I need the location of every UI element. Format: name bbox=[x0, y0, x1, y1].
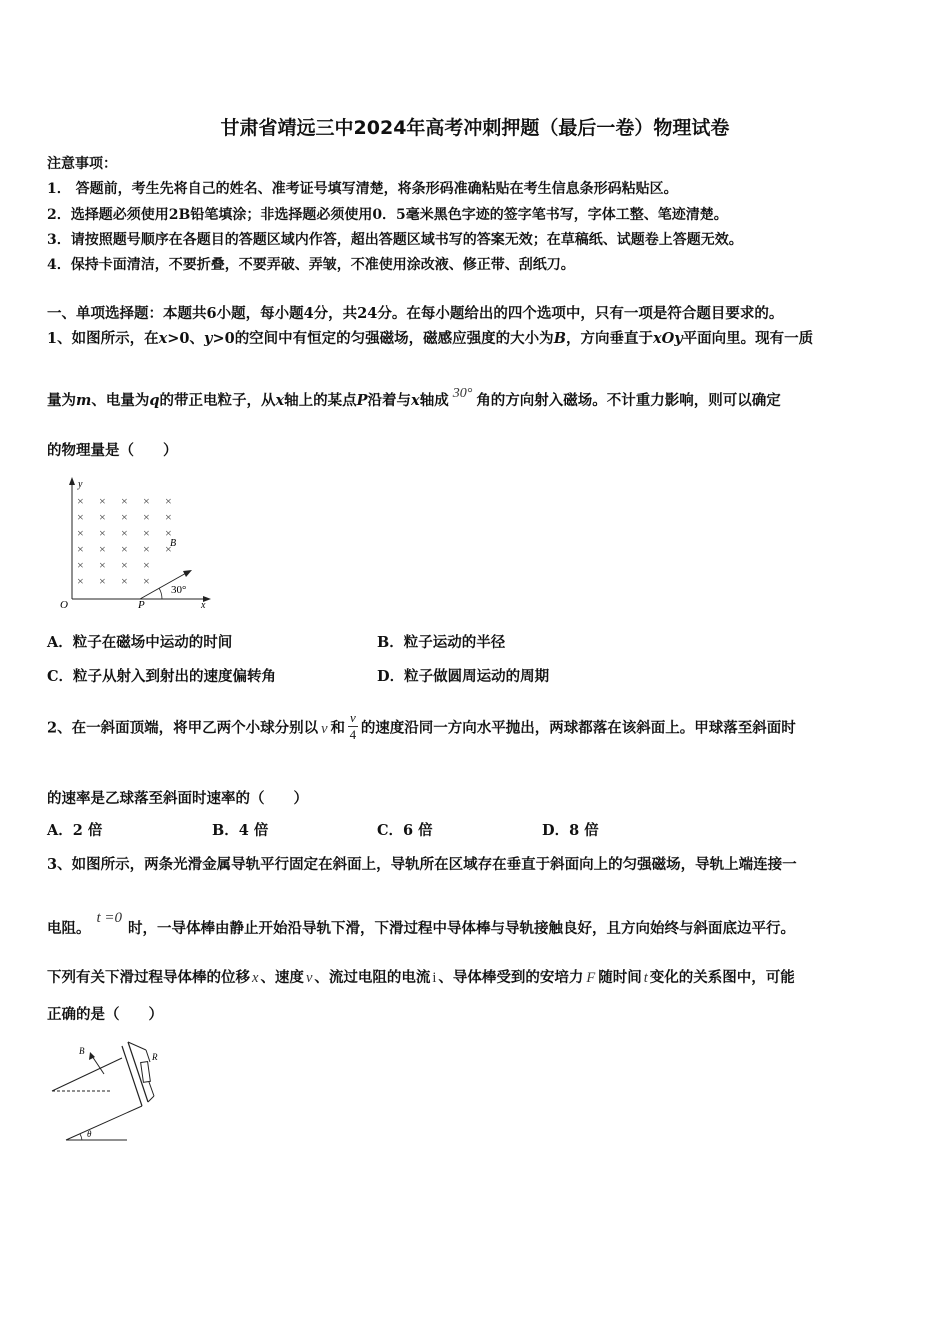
fig3-r-label: R bbox=[152, 1052, 158, 1062]
fig-origin-label: O bbox=[60, 599, 68, 611]
field-cross-mark: × bbox=[143, 574, 150, 588]
fig3-theta-label: θ bbox=[87, 1129, 92, 1139]
q3-line-1: 3、如图所示，两条光滑金属导轨平行固定在斜面上，导轨所在区域存在垂直于斜面向上的匀强磁场，导轨上端连接一 bbox=[47, 856, 797, 873]
field-cross-mark: × bbox=[99, 574, 106, 588]
field-cross-mark: × bbox=[165, 542, 172, 556]
field-cross-mark: × bbox=[121, 558, 128, 572]
q1-line-3: 的物理量是（ ） bbox=[47, 442, 178, 459]
q1-option-b: B．粒子运动的半径 bbox=[377, 634, 506, 651]
fig-p-label: P bbox=[138, 599, 145, 611]
fig-y-label: y bbox=[78, 479, 83, 490]
field-cross-mark: × bbox=[143, 526, 150, 540]
field-cross-mark: × bbox=[165, 510, 172, 524]
section-heading: 一、单项选择题：本题共6小题，每小题4分，共24分。在每小题给出的四个选项中，只有一项是符合题目要求的。 bbox=[47, 305, 784, 322]
q1-option-c: C．粒子从射入到射出的速度偏转角 bbox=[47, 668, 277, 685]
page-title: 甘肃省靖远三中2024年高考冲刺押题（最后一卷）物理试卷 bbox=[220, 117, 730, 139]
field-cross-mark: × bbox=[165, 526, 172, 540]
q3-line-3: 下列有关下滑过程导体棒的位移 x 、速度 v 、流过电阻的电流 i 、导体棒受到的安培力 F 随时间 t 变化的关系图中，可能 bbox=[47, 969, 795, 986]
q3-line-4: 正确的是（ ） bbox=[47, 1006, 163, 1023]
field-cross-mark: × bbox=[143, 558, 150, 572]
q2-line-2: 的速率是乙球落至斜面时速率的（ ） bbox=[47, 790, 308, 807]
fig-b-label: B bbox=[170, 538, 177, 549]
fig-angle-label: 30° bbox=[171, 584, 187, 596]
q1-option-a: A．粒子在磁场中运动的时间 bbox=[47, 634, 233, 651]
q1-line-1: 1、如图所示，在x>0、y>0的空间中有恒定的匀强磁场，磁感应强度的大小为B，方向垂直于xOy平面向里。现有一质 bbox=[47, 330, 814, 347]
field-cross-mark: × bbox=[99, 526, 106, 540]
q2-line-1: 2、在一斜面顶端，将甲乙两个小球分别以 v 和 $\frac{v}{4}$ 的速度沿同一方向水平抛出，两球都落在该斜面上。甲球落至斜面时 bbox=[47, 710, 796, 742]
field-cross-mark: × bbox=[165, 494, 172, 508]
field-cross-mark: × bbox=[77, 558, 84, 572]
field-cross-mark: × bbox=[77, 542, 84, 556]
q2-option-c: C．6 倍 bbox=[377, 822, 433, 839]
field-cross-mark: × bbox=[99, 494, 106, 508]
field-cross-mark: × bbox=[121, 494, 128, 508]
field-cross-mark: × bbox=[121, 526, 128, 540]
notice-item: 2．选择题必须使用2B铅笔填涂；非选择题必须使用0．5毫米黑色字迹的签字笔书写，字体工整、笔迹清楚。 bbox=[47, 207, 728, 223]
field-cross-mark: × bbox=[99, 510, 106, 524]
fig-x-label: x bbox=[201, 600, 206, 611]
q2-option-a: A．2 倍 bbox=[47, 822, 103, 839]
field-cross-mark: × bbox=[143, 510, 150, 524]
field-cross-mark: × bbox=[121, 510, 128, 524]
q3-line-2: 电阻。t =0时，一导体棒由静止开始沿导轨下滑，下滑过程中导体棒与导轨接触良好，且方向始终与斜面底边平行。 bbox=[47, 910, 796, 937]
field-cross-mark: × bbox=[77, 574, 84, 588]
fig3-b-label: B bbox=[79, 1046, 85, 1056]
field-cross-mark: × bbox=[143, 542, 150, 556]
q1-line-2: 量为m、电量为q的带正电粒子，从x轴上的某点P沿着与x轴成 30° 角的方向射入磁场。不计重力影响，则可以确定 bbox=[47, 386, 781, 409]
q1-option-d: D．粒子做圆周运动的周期 bbox=[377, 668, 550, 685]
field-cross-mark: × bbox=[99, 558, 106, 572]
field-cross-mark: × bbox=[99, 542, 106, 556]
notice-item: 3．请按照题号顺序在各题目的答题区域内作答，超出答题区域书写的答案无效；在草稿纸、试题卷上答题无效。 bbox=[47, 232, 743, 248]
field-cross-mark: × bbox=[143, 494, 150, 508]
field-cross-mark: × bbox=[77, 526, 84, 540]
field-cross-mark: × bbox=[121, 542, 128, 556]
notice-heading: 注意事项： bbox=[47, 156, 117, 172]
notice-item: 4．保持卡面清洁，不要折叠，不要弄破、弄皱，不准使用涂改液、修正带、刮纸刀。 bbox=[47, 257, 575, 273]
q2-option-d: D．8 倍 bbox=[542, 822, 599, 839]
notice-item: 1． 答题前，考生先将自己的姓名、准考证号填写清楚，将条形码准确粘贴在考生信息条形码粘贴区。 bbox=[47, 181, 678, 197]
magnetic-field-figure bbox=[58, 474, 218, 614]
field-cross-mark: × bbox=[77, 494, 84, 508]
incline-rails-figure bbox=[42, 1036, 172, 1146]
field-cross-mark: × bbox=[77, 510, 84, 524]
q2-option-b: B．4 倍 bbox=[212, 822, 269, 839]
field-cross-mark: × bbox=[121, 574, 128, 588]
